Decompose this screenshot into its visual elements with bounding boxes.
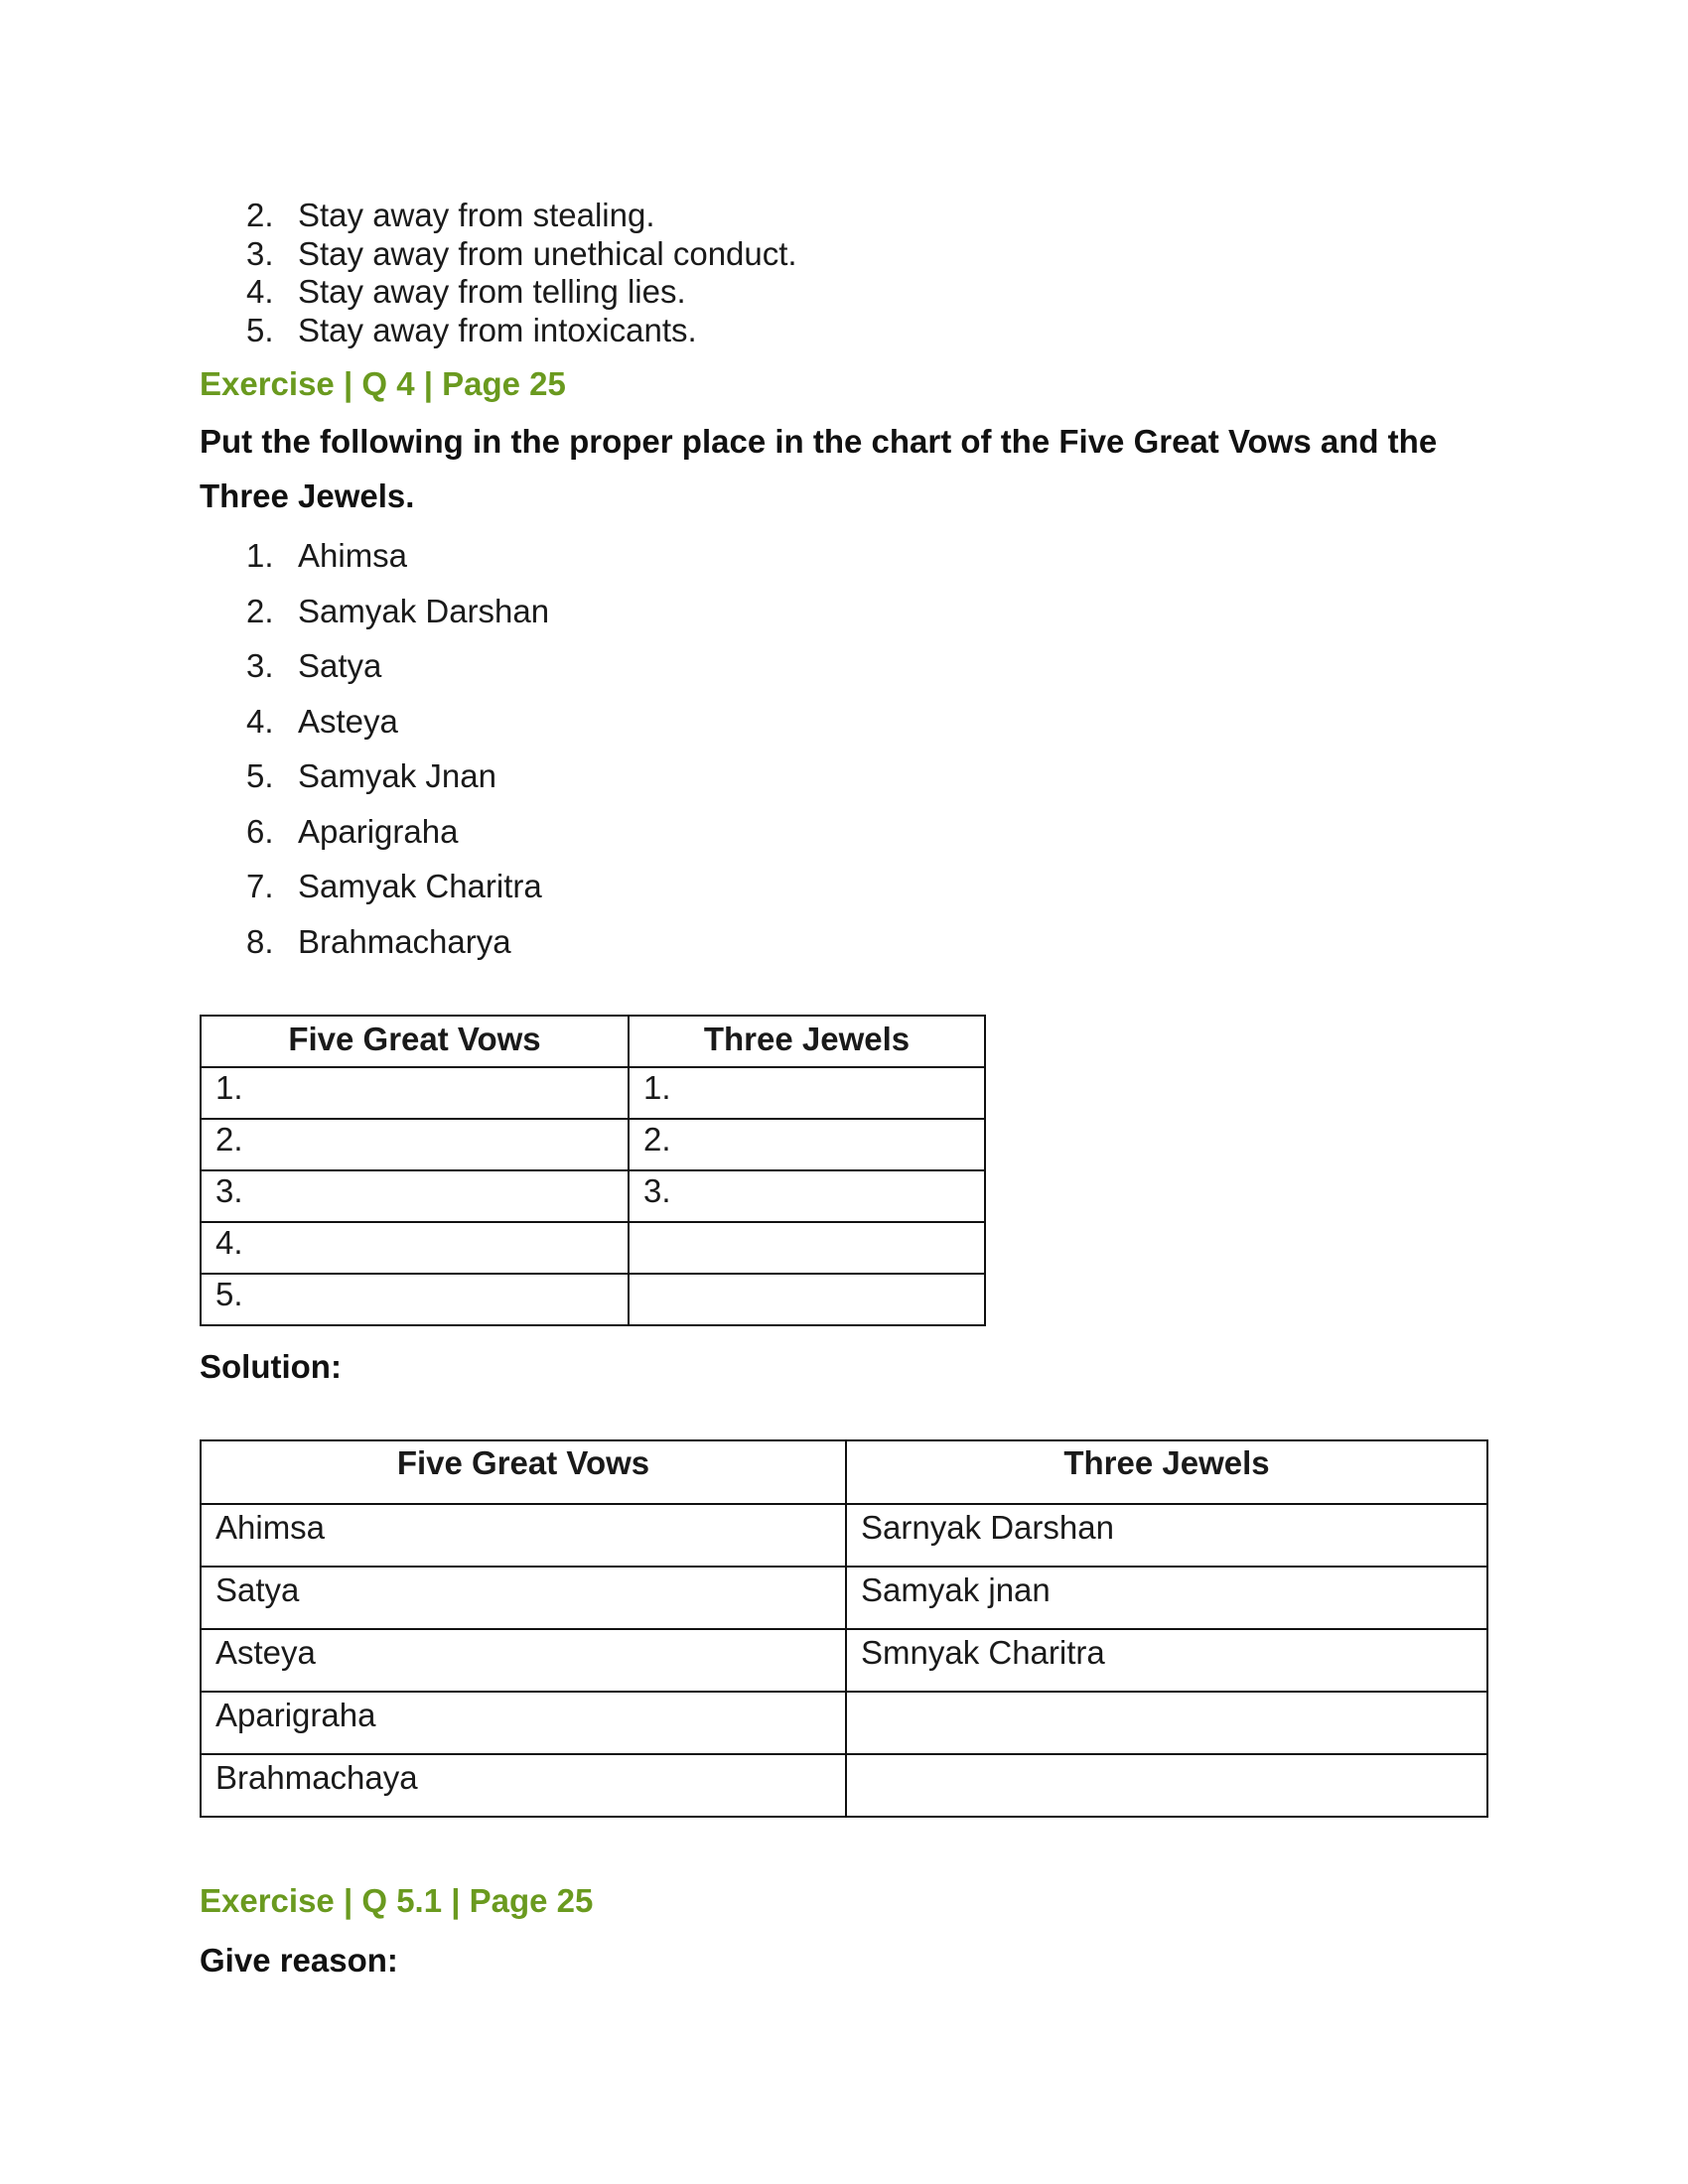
table-row	[201, 1754, 1487, 1817]
list-item	[238, 197, 797, 235]
list-item	[238, 694, 549, 750]
list-item-text: Stay away from telling lies.	[298, 273, 686, 311]
list-item-number: 4.	[246, 273, 274, 311]
list-item-number: 3.	[246, 234, 274, 272]
table-cell: Sarnyak Darshan	[846, 1504, 1487, 1567]
table-cell: Asteya	[201, 1629, 846, 1692]
list-item	[238, 584, 549, 639]
list-item-number: 4.	[246, 702, 274, 740]
list-item-text: Stay away from intoxicants.	[298, 312, 697, 349]
table-cell: 4.	[201, 1222, 629, 1274]
table-cell	[629, 1222, 985, 1274]
question-chart-table	[200, 1015, 986, 1326]
table-cell: 1.	[629, 1067, 985, 1119]
list-item	[238, 859, 549, 914]
table-header-row	[201, 1016, 985, 1067]
table-cell: 5.	[201, 1274, 629, 1325]
list-item-number: 6.	[246, 812, 274, 850]
items-list	[238, 528, 549, 969]
table-row	[201, 1170, 985, 1222]
table-cell: Samyak jnan	[846, 1567, 1487, 1629]
table-cell: 3.	[201, 1170, 629, 1222]
top-list	[238, 197, 797, 350]
exercise-q5-1-heading: Exercise | Q 5.1 | Page 25	[200, 1882, 594, 1919]
list-item-number: 3.	[246, 647, 274, 684]
list-item-number: 5.	[246, 757, 274, 794]
list-item-text: Aparigraha	[298, 812, 459, 850]
table-row	[201, 1504, 1487, 1567]
table-cell: Brahmachaya	[201, 1754, 846, 1817]
solution-heading: Solution:	[200, 1348, 342, 1385]
exercise-q4-heading: Exercise | Q 4 | Page 25	[200, 365, 566, 402]
list-item-number: 2.	[246, 592, 274, 629]
list-item-text: Samyak Jnan	[298, 757, 496, 794]
table-cell: Smnyak Charitra	[846, 1629, 1487, 1692]
column-header-three-jewels: Three Jewels	[846, 1440, 1487, 1504]
table-row	[201, 1274, 985, 1325]
list-item	[238, 914, 549, 970]
table-cell	[846, 1692, 1487, 1754]
list-item-text: Asteya	[298, 702, 398, 740]
table-cell: 2.	[629, 1119, 985, 1170]
table-cell	[629, 1274, 985, 1325]
list-item-text: Stay away from unethical conduct.	[298, 234, 797, 272]
solution-table	[200, 1439, 1488, 1818]
list-item	[238, 804, 549, 860]
list-item-number: 8.	[246, 922, 274, 960]
list-item	[238, 638, 549, 694]
list-item-text: Samyak Darshan	[298, 592, 550, 629]
table-row	[201, 1692, 1487, 1754]
list-item-text: Stay away from stealing.	[298, 197, 655, 233]
list-item-text: Samyak Charitra	[298, 868, 542, 904]
list-item-text: Satya	[298, 647, 382, 684]
exercise-q4-question: Put the following in the proper place in the chart of the Five Great Vows and the Three Jewels.	[200, 423, 1438, 514]
table-cell	[846, 1754, 1487, 1817]
list-item	[238, 528, 549, 584]
column-header-three-jewels: Three Jewels	[629, 1016, 985, 1067]
list-item	[238, 273, 797, 312]
table-cell: Satya	[201, 1567, 846, 1629]
list-item	[238, 749, 549, 804]
table-row	[201, 1119, 985, 1170]
table-row	[201, 1567, 1487, 1629]
table-row	[201, 1629, 1487, 1692]
list-item-text: Ahimsa	[298, 537, 408, 574]
list-item	[238, 312, 797, 350]
table-header-row	[201, 1440, 1487, 1504]
list-item-number: 2.	[246, 197, 274, 233]
table-cell: 3.	[629, 1170, 985, 1222]
table-cell: 2.	[201, 1119, 629, 1170]
table-cell: Ahimsa	[201, 1504, 846, 1567]
list-item-number: 1.	[246, 537, 274, 574]
list-item-number: 5.	[246, 312, 274, 349]
list-item	[238, 235, 797, 274]
list-item-number: 7.	[246, 868, 274, 904]
table-cell: 1.	[201, 1067, 629, 1119]
column-header-five-great-vows: Five Great Vows	[201, 1016, 629, 1067]
table-row	[201, 1067, 985, 1119]
list-item-text: Brahmacharya	[298, 922, 511, 960]
give-reason-heading: Give reason:	[200, 1942, 398, 1979]
column-header-five-great-vows: Five Great Vows	[201, 1440, 846, 1504]
table-row	[201, 1222, 985, 1274]
table-cell: Aparigraha	[201, 1692, 846, 1754]
